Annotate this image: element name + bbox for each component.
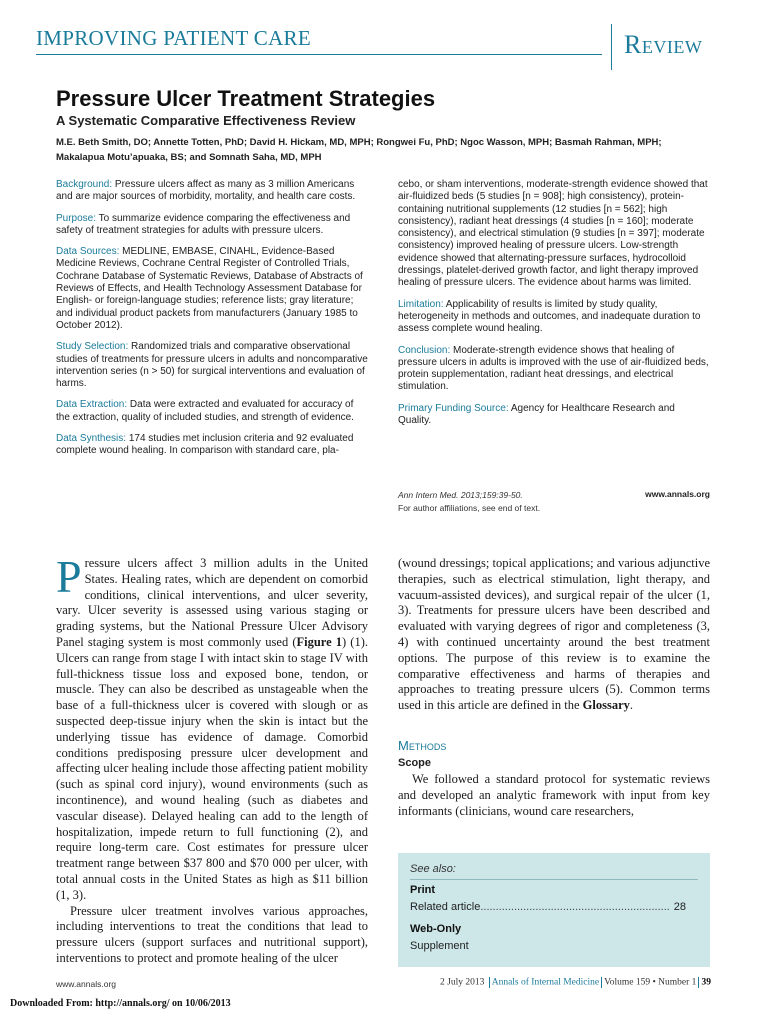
abstract-heading: Data Synthesis: [56, 433, 127, 445]
abstract-text: Applicability of results is limited by study quality, heterogeneity in methods and outcomes, and inadequate duration to assess complete wound healing. [398, 298, 701, 335]
see-also-title: See also: [410, 863, 456, 875]
article-title: Pressure Ulcer Treatment Strategies [56, 86, 436, 111]
abstract-text: 174 studies met inclusion criteria and 92 evaluated complete wound healing. In comparison with standard care, pla- [56, 433, 354, 457]
citation: Ann Intern Med. 2013;159:39-50. [398, 490, 523, 500]
body-text: We followed a standard protocol for systematic reviews and developed an analytic framework with input from key informants (clinicians, wound care researchers, [398, 772, 710, 818]
abstract-text: MEDLINE, EMBASE, CINAHL, Evidence-Based Medicine Reviews, Cochrane Central Register of Controlled Trials, Cochrane Database of Systematic Reviews, Database of Abstracts of Reviews of Effects, and Health Technology Assessment Database for English- or foreign-language studies; reference lists; gray literature; and individual product packets from manufacturers (January 1985 to October 2012). [56, 246, 363, 331]
abstract-data-extraction [56, 399, 368, 424]
abstract-data-synthesis [56, 433, 368, 458]
body-text: ressure ulcers affect 3 million adults in the United States. Healing rates, which are dependent on comorbid conditions, clinical interventions, and ulcer severity, vary. Ulcer severity is assessed using various staging or grading systems, but the National Pressure Ulcer Advisory Panel staging system is most commonly used ( [56, 556, 368, 649]
footer-info [440, 977, 711, 988]
leader-dots: .............................................................. [480, 901, 670, 913]
body-text: (wound dressings; topical applications; and various adjunctive therapies, such as electrical stimulation, light therapy, and vacuum-assisted devices), and surgical repair of the ulcer (1, 3). Treatments for pressure ulcers have been described and evaluated with varying degrees of rigor and completeness (3, 4) with continued uncertainty around the best treatment options. The purpose of this review is to examine the comparative effectiveness and harms of therapies and approaches to treating pressure ulcers (5). Common terms used in this article are defined in the [398, 556, 710, 713]
journal-url[interactable]: www.annals.org [645, 489, 710, 499]
section-label: IMPROVING PATIENT CARE [36, 26, 311, 50]
figure-reference[interactable]: Figure 1 [296, 634, 343, 649]
abstract-text: Data were extracted and evaluated for accuracy of the extraction, quality of included studies, and strength of evidence. [56, 399, 354, 423]
abstract-data-sources [56, 246, 368, 332]
abstract-heading: Limitation: [398, 298, 444, 310]
abstract-background [56, 179, 368, 204]
abstract-text: To summarize evidence comparing the effectiveness and safety of treatment strategies for adults with pressure ulcers. [56, 212, 351, 236]
supplement-link[interactable]: Supplement [410, 940, 469, 952]
journal-name: Annals of Internal Medicine [491, 977, 600, 988]
abstract-left-column [56, 179, 368, 467]
footer-url[interactable]: www.annals.org [56, 979, 117, 989]
abstract-text: Pressure ulcers affect as many as 3 million Americans and are major sources of morbidity, mortality, and health care costs. [56, 179, 356, 203]
author-list: M.E. Beth Smith, DO; Annette Totten, PhD; David H. Hickam, MD, MPH; Rongwei Fu, PhD; Ngoc Wasson, MPH; Basmah Rahman, MPH; Makalapua Motu’apuaka, BS; and Somnath Saha, MD, MPH [56, 137, 662, 163]
body-text: ) (1). Ulcers can range from stage I with intact skin to stage IV with full-thickness tissue loss and exposed bone, tendon, or muscle. They can also be described as unstageable when the base of a full-thickness ulcer is covered with slough or as suspected deep-tissue injury when the skin is intact but the underlying tissue has evidence of damage. Comorbid conditions predisposing pressure ulcer development and affecting ulcer healing include those affecting patient mobility (such as spinal cord injury), wound environments (such as incontinence), and wound healing (such as diabetes and vascular disease). Delayed healing can add to the length of hospitalization, impede return to full functioning (2), and require long-term care. Cost estimates for pressure ulcer treatment range between $37 800 and $70 000 per ulcer, with total annual costs in the United States as high as $11 billion (1, 3). [56, 634, 368, 902]
body-text: . [629, 698, 634, 713]
author-affiliations-note: For author affiliations, see end of text. [398, 503, 541, 513]
body-paragraph [398, 556, 710, 714]
abstract-conclusion [398, 345, 710, 394]
web-only-heading: Web-Only [410, 923, 462, 935]
related-article-page: 28 [673, 901, 686, 913]
scope-paragraph [398, 772, 710, 819]
see-also-rule [410, 879, 698, 880]
article-subtitle: A Systematic Comparative Effectiveness Review [56, 113, 356, 128]
abstract-heading: Conclusion: [398, 344, 451, 356]
footer-separator [698, 977, 699, 988]
body-right-column [398, 556, 710, 714]
header-divider [611, 24, 612, 70]
issue-date: 2 July 2013 [440, 977, 485, 988]
abstract-heading: Background: [56, 179, 113, 190]
abstract-synthesis-continued: cebo, or sham interventions, moderate-strength evidence showed that air-fluidized beds (5 studies [n = 908]; high consistency), protein-containing nutritional supplements (12 studies [n = 562]; high consistency), radiant heat dressings (4 studies [n = 160]; moderate consistency), and electrical stimulation (9 studies [n = 397]; moderate consistency) improved healing of pressure ulcers. Low-strength evidence showed that alternating-pressure surfaces, hydrocolloid dressings, platelet-derived growth factor, and light therapy improved healing of pressure ulcers. The evidence about harms was limited. [398, 179, 708, 289]
treatment-paragraph: Pressure ulcer treatment involves various approaches, including interventions to treat the conditions that lead to pressure ulcers (support surfaces and nutritional support), interventions to protect and promote healing of the ulcer [56, 903, 368, 965]
abstract-heading: Data Extraction: [56, 399, 128, 411]
abstract-limitation [398, 299, 710, 336]
abstract-right-column [398, 179, 710, 436]
methods-heading: Methods [398, 738, 447, 753]
abstract-heading: Data Sources: [56, 246, 120, 258]
abstract-text: Moderate-strength evidence shows that healing of pressure ulcers in adults is improved with the use of air-fluidized beds, protein supplementation, radiant heat dressings, and electrical stimulation. [398, 344, 709, 393]
glossary-reference[interactable]: Glossary [582, 698, 630, 713]
abstract-funding [398, 403, 710, 428]
abstract-study-selection [56, 341, 368, 390]
print-heading: Print [410, 884, 436, 896]
header-rule [36, 54, 602, 55]
abstract-text: Agency for Healthcare Research and Quality. [398, 402, 675, 427]
volume-number: Volume 159 • Number 1 [604, 977, 697, 988]
abstract-heading: Primary Funding Source: [398, 402, 509, 414]
scope-heading: Scope [398, 757, 432, 769]
related-article-label: Related article [410, 901, 481, 913]
related-article-link[interactable] [410, 901, 686, 913]
drop-cap: P [56, 551, 82, 602]
page-number: 39 [701, 977, 711, 988]
abstract-heading: Study Selection: [56, 341, 129, 353]
intro-paragraph [56, 551, 368, 904]
footer-separator [601, 977, 602, 988]
footer-separator [489, 977, 490, 988]
body-left-column [56, 551, 368, 967]
see-also-box [398, 853, 710, 967]
article-type-label: Review [624, 30, 703, 59]
abstract-heading: Purpose: [56, 212, 97, 224]
abstract-text: Randomized trials and comparative observational studies of treatments for pressure ulcers in adults and noncomparative intervention series (n > 50) for surgical interventions and evaluation of harms. [56, 341, 368, 390]
download-notice: Downloaded From: http://annals.org/ on 10/06/2013 [10, 998, 231, 1009]
abstract-purpose [56, 213, 368, 238]
